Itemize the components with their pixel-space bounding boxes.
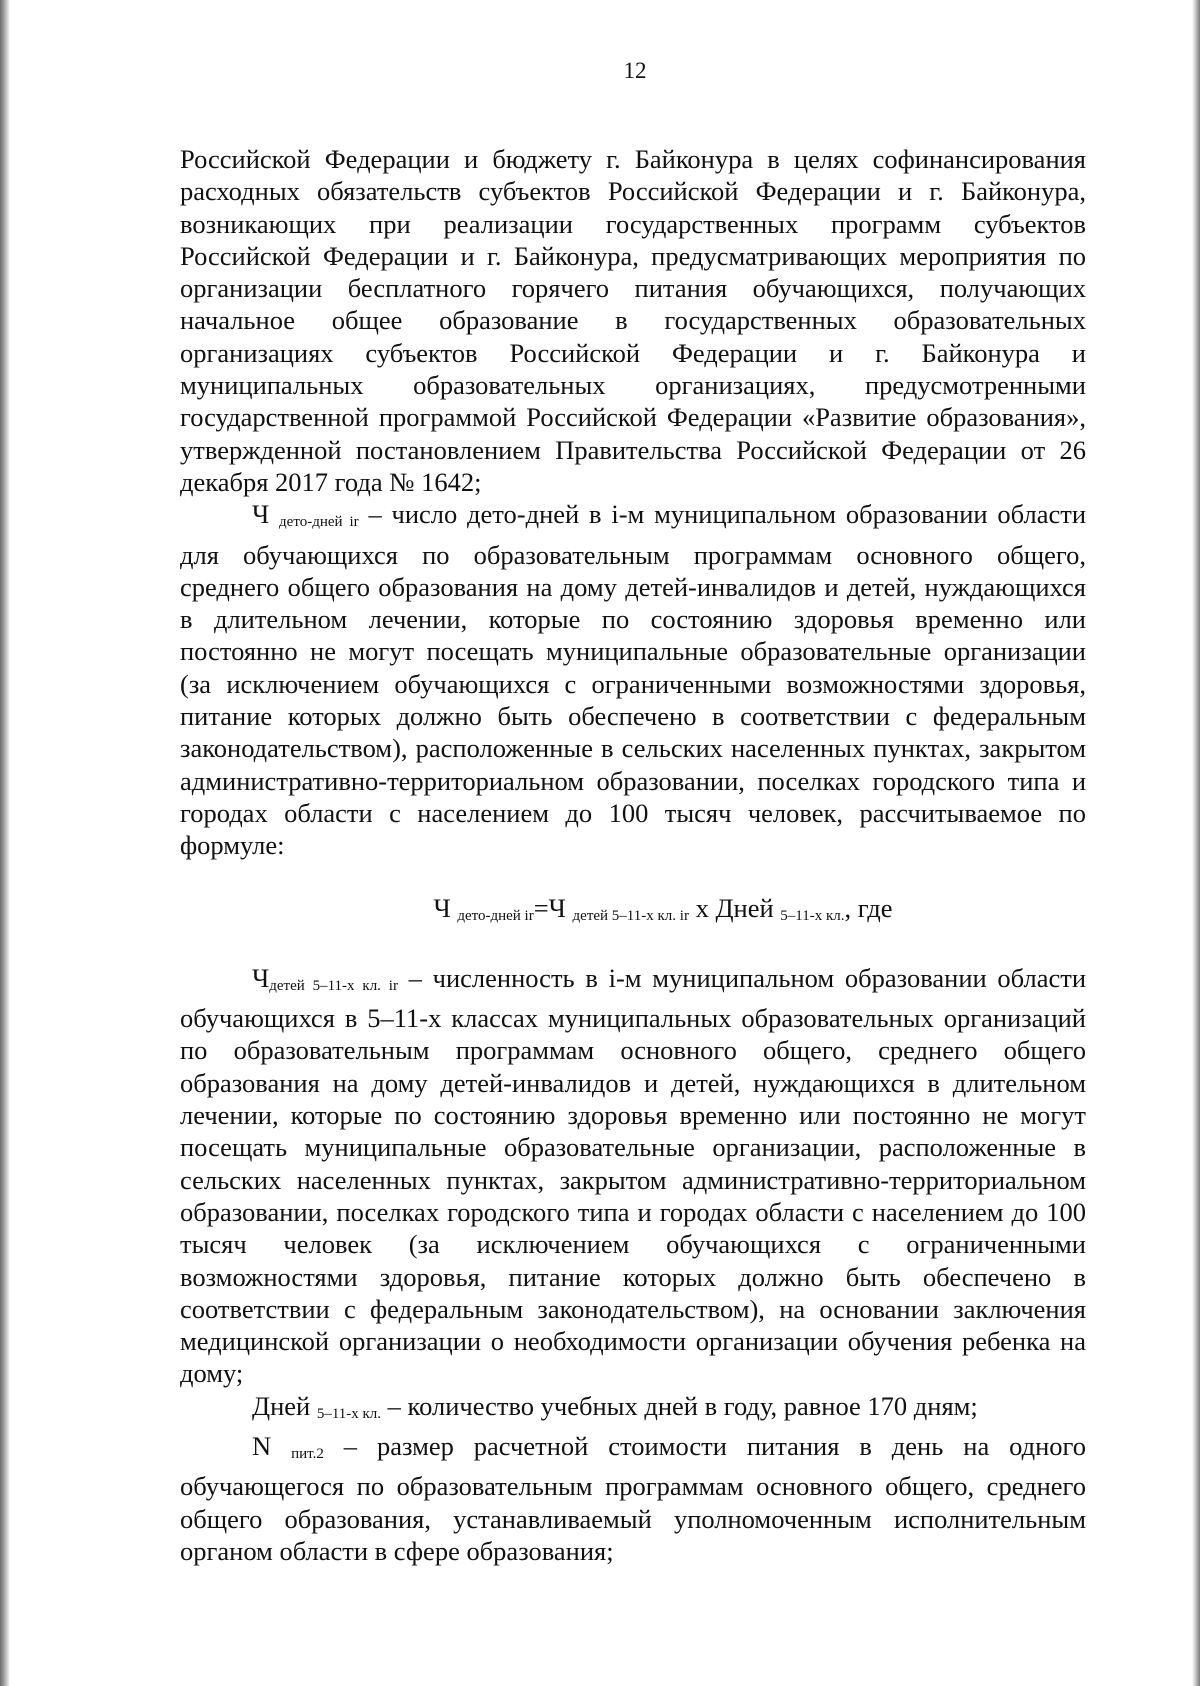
definition-text: – количество учебных дней в году, равное 170 дням; bbox=[381, 1390, 978, 1421]
document-body bbox=[180, 143, 1086, 1567]
scan-edge-right bbox=[1192, 0, 1200, 1686]
paragraph-intro: Российской Федерации и бюджету г. Байконура в целях софинансирования расходных обязательств субъектов Российской Федерации и г. Байконура, возникающих при реализации государственных программ субъектов Российской Федерации и г. Байконура, предусматривающих мероприятия по организации бесплатного горячего питания обучающихся, получающих начальное общее образование в государственных образовательных организациях субъектов Российской Федерации и г. Байконура и муниципальных образовательных организациях, предусмотренными государственной программой Российской Федерации «Развитие образования», утвержденной постановлением Правительства Российской Федерации от 26 декабря 2017 года № 1642; bbox=[180, 144, 1086, 497]
formula-times: x bbox=[688, 892, 716, 923]
formula-lhs-subscript: дето-дней ir bbox=[457, 907, 534, 924]
definition-subscript: 5–11-х кл. bbox=[316, 1405, 382, 1422]
formula-lhs-symbol: Ч bbox=[433, 892, 451, 923]
definition-meal-cost bbox=[180, 1430, 1086, 1567]
formula-equals: = bbox=[533, 892, 549, 923]
definition-symbol: Дней bbox=[252, 1390, 311, 1421]
formula-rhs2-subscript: 5–11-х кл. bbox=[780, 907, 845, 924]
formula-rhs1-symbol: Ч bbox=[548, 892, 566, 923]
definition-subscript: дето-дней ir bbox=[279, 514, 359, 531]
definition-text: – число дето-дней в i-м муниципальном образовании области для обучающихся по образовательным программам основного общего, среднего общего образования на дому детей-инвалидов и детей, нуждающихся в длительном лечении, которые по состоянию здоровья временно или постоянно не могут посещать муниципальные образовательные организации (за исключением обучающихся с ограниченными возможностями здоровья, питание которых должно быть обеспечено в соответствии с федеральным законодательством), расположенные в сельских населенных пунктах, закрытом административно-территориальном образовании, поселках городского типа и городах области с населением до 100 тысяч человек, рассчитываемое по формуле: bbox=[180, 499, 1087, 861]
definition-subscript: детей 5–11-х кл. ir bbox=[269, 977, 398, 994]
definition-text: – размер расчетной стоимости питания в день на одного обучающегося по образовательным программам основного общего, среднего общего образования, устанавливаемый уполномоченным исполнительным органом области в сфере образования; bbox=[180, 1430, 1087, 1566]
formula bbox=[180, 892, 1086, 932]
definition-symbol: Ч bbox=[252, 499, 270, 530]
definition-symbol: N bbox=[252, 1430, 272, 1461]
formula-tail: , где bbox=[844, 892, 893, 923]
scan-edge-left bbox=[0, 0, 10, 1686]
page-number: 12 bbox=[623, 58, 647, 83]
definition-children-count bbox=[180, 962, 1086, 1390]
definition-child-days bbox=[180, 498, 1086, 861]
definition-subscript: пит.2 bbox=[291, 1445, 324, 1462]
formula-rhs1-subscript: детей 5–11-х кл. ir bbox=[572, 907, 689, 924]
formula-rhs2-word: Дней bbox=[715, 892, 774, 923]
definition-text: – численность в i-м муниципальном образовании области обучающихся в 5–11-х классах муниципальных образовательных организаций по образовательным программам основного общего, среднего общего образования на дому детей-инвалидов и детей, нуждающихся в длительном лечении, которые по состоянию здоровья временно или постоянно не могут посещать муниципальные образовательные организации, расположенные в сельских населенных пунктах, закрытом административно-территориальном образовании, поселках городского типа и городах области с населением до 100 тысяч человек (за исключением обучающихся с ограниченными возможностями здоровья, питание которых должно быть обеспечено в соответствии с федеральным законодательством), на основании заключения медицинской организации о необходимости организации обучения ребенка на дому; bbox=[180, 962, 1087, 1389]
definition-symbol: Ч bbox=[252, 962, 270, 993]
definition-school-days bbox=[180, 1390, 1086, 1430]
